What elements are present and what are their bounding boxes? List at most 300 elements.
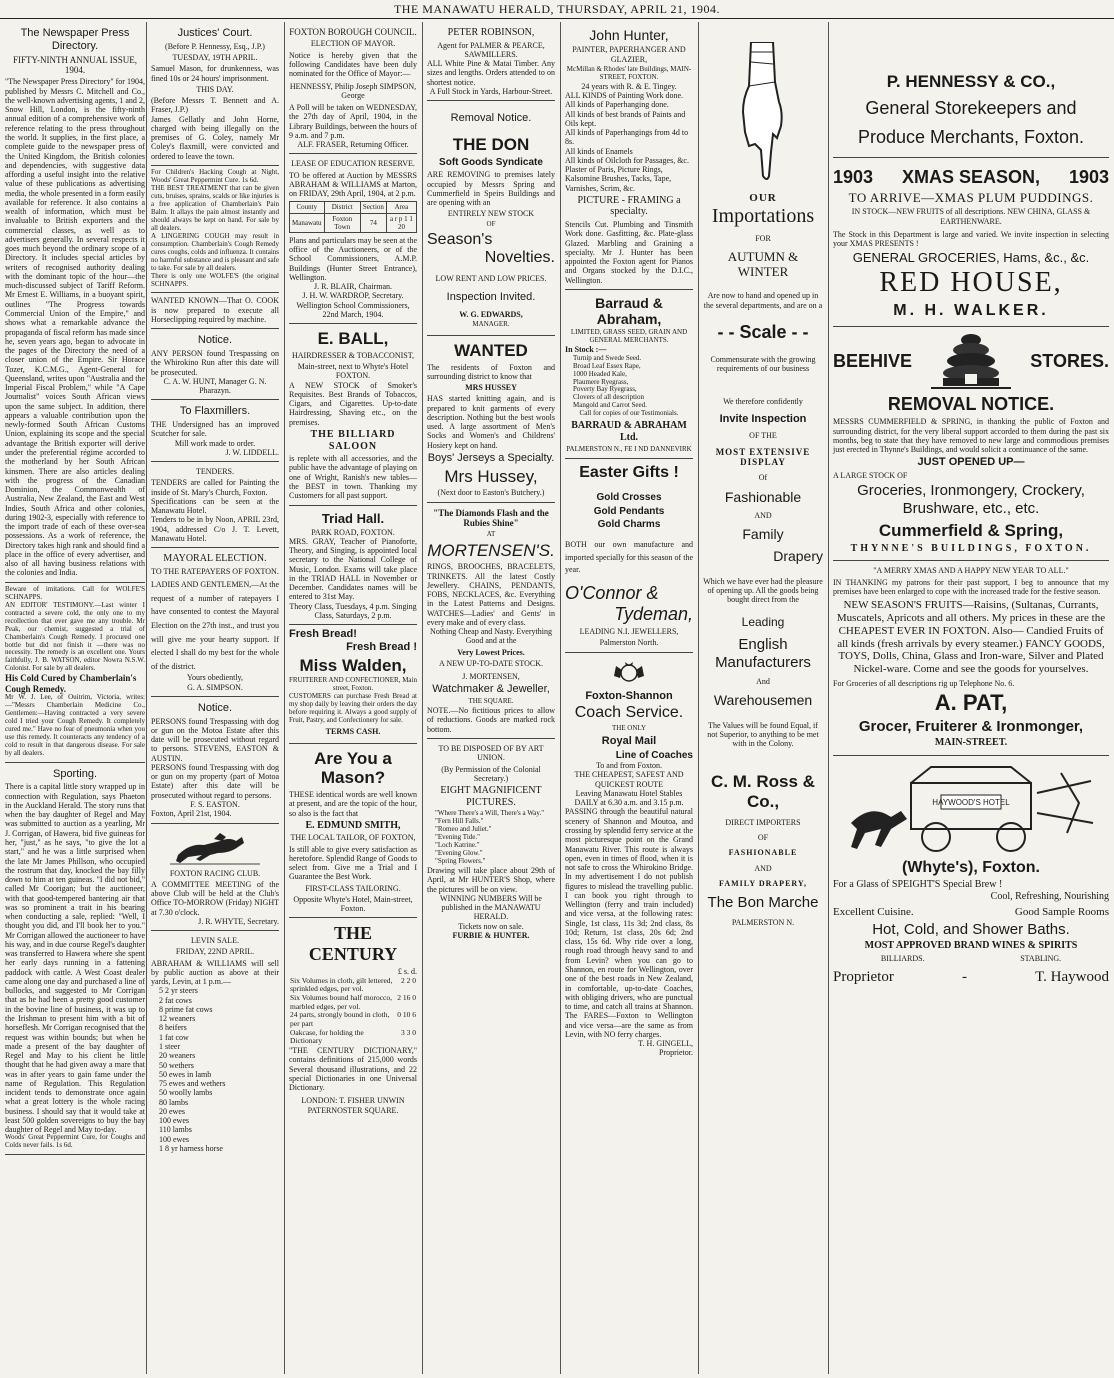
- barraud-name: BARRAUD & ABRAHAM Ltd.: [571, 420, 687, 443]
- list-item: 8 heifers: [159, 1023, 187, 1033]
- robinson-ad: [427, 22, 555, 101]
- proprietor-label: Proprietor: [833, 969, 894, 986]
- mason-heading: Are You a Mason?: [314, 748, 392, 788]
- don-manager: W. G. EDWARDS,: [459, 309, 523, 319]
- list-item: "Fern Hill Falls.": [435, 817, 484, 826]
- hennessy-ad: [833, 22, 1109, 158]
- smith-body: Is still able to give every satisfaction as heretofore. Splendid Range of Goods to select from. Give me a Trial and I Guarantee the Best Work.: [289, 844, 417, 882]
- which-text: Which we have ever had the pleasure of opening up. All the goods being bought direct from the: [703, 576, 823, 605]
- list-item: 2 fat cows: [159, 995, 192, 1005]
- art-union-ad: [427, 739, 555, 944]
- wanted-body: WANTED KNOWN—That O. COOK is now prepared to execute all Horseclipping required by machine.: [151, 296, 279, 324]
- list-item: All kinds of best brands of Paints and Oils kept.: [565, 109, 686, 128]
- hennessy-sub: General Storekeepers and Produce Merchants, Foxton.: [857, 97, 1085, 147]
- list-item: "Spring Flowers.": [435, 857, 486, 866]
- notice-body: ANY PERSON found Trespassing on the Whirokino Run after this date will be prosecuted.: [151, 349, 279, 377]
- coach-body: PASSING through the beautiful natural scenery of Shannon and Moutoa, and crossing by splendid ferry service at the most picturesque point on the Grand Manawatu River. This route is always open, even in times of flood, when it is not safe to cross the Whirokino Bridge. In my advertisement I do not publish figures to mislead the travelling public. I can book you right through to Wellington (ferry and train included) and vice versa, at the following rates: Single, 1st class, 11s 3d; 2nd class, 8s 10d; Return, 1st class, 20s 6d; 2nd class, 15s 6d. Why ride over a long, rough road through heavy sand to and from Levin? when you can go to Shannon, en route for Wellington, over one of the best roads in New Zealand, in comfortable, up-to-date Coaches, with obliging drivers, who are punctual to time, and catch all trains at Shannon. The FARES—Foxton to Wellington and vice versa—are the same as from Levin, with NO ferry charges.: [565, 807, 693, 1039]
- wanted-body: The residents of Foxton and surrounding district to know that: [427, 362, 555, 381]
- list-item: Poverty Bay Ryegrass,: [573, 385, 637, 394]
- barraud-call: Call for copies of our Testimonials.: [579, 409, 679, 418]
- wanted-known-ad: [151, 293, 279, 329]
- levin-list: [151, 986, 279, 1153]
- merry-xmas: "A MERRY XMAS AND A HAPPY NEW YEAR TO ALL.": [873, 566, 1069, 576]
- ball-address: Main-street, next to Whyte's Hotel FOXTON.: [297, 362, 409, 381]
- sample-rooms: Good Sample Rooms: [1014, 906, 1109, 919]
- direct-importers: DIRECT IMPORTERS: [725, 817, 801, 827]
- coach-sub: Coach Service.: [574, 704, 684, 722]
- smith-heading: E. EDMUND SMITH,: [305, 819, 401, 831]
- thynne-buildings: THYNNE'S BUILDINGS, FOXTON.: [850, 542, 1092, 554]
- table-cell: a r p 1 1 20: [386, 213, 416, 232]
- lease-sign: Wellington School Commissioners, 22nd March, 1904.: [296, 300, 410, 319]
- list-item: 20 ewes: [159, 1106, 185, 1116]
- ball-sub: HAIRDRESSER & TOBACCONIST,: [291, 350, 415, 360]
- price-value: 2 2 0: [401, 975, 416, 985]
- cheapest-route: THE CHEAPEST, SAFEST AND QUICKEST ROUTE: [574, 770, 684, 789]
- press-directory-article: [5, 22, 145, 583]
- coach-heading: Foxton-Shannon: [585, 689, 673, 702]
- lease-body: TO be offered at Auction by MESSRS ABRAHAM & WILLIAMS at Marton, on FRIDAY, 29th April, 1904, at 2 p.m.: [289, 170, 417, 199]
- hotel-sign: HAYWOOD'S HOTEL: [932, 797, 1010, 807]
- of-the: OF THE: [749, 431, 777, 441]
- list-item: 80 lambs: [159, 1097, 189, 1107]
- barraud-sub: LIMITED, GRASS SEED, GRAIN AND GENERAL MERCHANTS.: [570, 328, 688, 345]
- list-item: Plaumere Ryegrass,: [573, 377, 629, 386]
- triad-address: PARK ROAD, FOXTON.: [311, 527, 395, 537]
- grocer-title: Grocer, Fruiterer & Ironmonger,: [858, 717, 1084, 735]
- notice-ad: [151, 329, 279, 400]
- walden-body: CUSTOMERS can purchase Fresh Bread at my shop daily by leaving their orders the day before requiring it. Always a good supply of Fruit, Pastry, and Confectionery for sale.: [289, 692, 417, 725]
- for: FOR: [755, 233, 771, 243]
- barraud-heading: Barraud & Abraham,: [595, 294, 663, 328]
- boro-sub: ELECTION OF MAYOR.: [310, 39, 396, 49]
- smith-class: FIRST-CLASS TAILORING.: [305, 883, 401, 893]
- price-item: 24 parts, strongly bound in cloth, per part: [290, 1010, 390, 1028]
- ball-hairdresser-ad: [289, 324, 417, 505]
- diamonds-heading: "The Diamonds Flash and the Rubies Shine": [433, 507, 549, 529]
- court-heading: Justices' Court.: [177, 27, 253, 39]
- mortensen-title: Watchmaker & Jeweller,: [432, 683, 550, 696]
- barraud-stock: In Stock :—: [565, 345, 607, 355]
- coach-illustration-icon: [841, 763, 1101, 855]
- boro-body: Notice is hereby given that the following Candidates have been duly nominated for the Office of Mayor:—: [289, 50, 417, 79]
- hunter-years: 24 years with R. & E. Tingey.: [581, 81, 677, 91]
- barraud-address: PALMERSTON N., FE I ND DANNEVIRK: [566, 444, 692, 453]
- red-house: RED HOUSE,: [879, 267, 1063, 299]
- mortensen-note: NOTE.—No fictitious prices to allow of reductions. Goods are marked rock bottom.: [427, 706, 555, 734]
- list-item: 8 prime fat cows: [159, 1004, 213, 1014]
- price-item: Oakcase, for holding the Dictionary: [290, 1027, 364, 1046]
- pointing-hand-icon: [733, 42, 793, 182]
- proprietor-row: [833, 969, 1109, 986]
- notice-trespass-ad: [151, 697, 279, 824]
- most-extensive: MOST EXTENSIVE DISPLAY: [715, 446, 811, 468]
- leaving-times: Leaving Manawatu Hotel Stables DAILY at 6.30 a.m. and 3.15 p.m.: [574, 788, 684, 808]
- list-item: 1 steer: [159, 1042, 181, 1052]
- hussey-ad: [427, 336, 555, 503]
- stores: STORES.: [1030, 350, 1109, 371]
- list-item: 20 weaners: [159, 1051, 196, 1061]
- don-novelties: Novelties.: [484, 249, 555, 267]
- article-heading: The Newspaper Press Directory.: [20, 27, 130, 52]
- beehive-icon: [931, 330, 1011, 392]
- notice-date: Foxton, April 21st, 1904.: [151, 809, 232, 819]
- royal-mail: Royal Mail: [601, 734, 657, 747]
- mason-body: THESE identical words are well known at present, and are the topic of the hour, so also is the fact that: [289, 789, 417, 818]
- court-body: Samuel Mason, for drunkenness, was fined 10s or 24 hours' imprisonment.: [151, 64, 279, 83]
- mortensen-low: Very Lowest Prices.: [457, 647, 525, 657]
- barraud-list: [565, 355, 693, 411]
- coach-service-ad: [565, 653, 693, 1062]
- ball-heading: E. BALL,: [317, 329, 389, 349]
- robinson-sub: Agent for PALMER & PEARCE,: [437, 40, 545, 50]
- don-low: LOW RENT AND LOW PRICES.: [435, 273, 547, 283]
- flax-sign: J. W. LIDDELL.: [225, 447, 279, 457]
- pat-heading: A. PAT,: [934, 690, 1008, 716]
- list-item: All kinds of Paperhanging done.: [565, 100, 669, 110]
- of: Of: [758, 473, 768, 483]
- billiards: BILLIARDS.: [880, 954, 925, 963]
- drapery: Drapery: [773, 548, 823, 565]
- bon-marche: The Bon Marche: [707, 894, 819, 912]
- coach-only: THE ONLY: [611, 723, 647, 732]
- hussey-heading: MRS HUSSEY: [465, 383, 517, 393]
- main-street: MAIN-STREET.: [934, 736, 1008, 748]
- hotel-features: [833, 906, 1109, 919]
- list-item: All kinds of Oilcloth for Passages, &c.: [565, 155, 689, 165]
- price-item: Six Volumes in cloth, gilt lettered, sprinkled edges, per vol.: [290, 975, 393, 994]
- line-of-coaches: Line of Coaches: [615, 749, 693, 761]
- article-body: "The Newspaper Press Directory" for 1904, published by Messrs C. Mitchell and Co., the well-known advertising agents, 1 and 2, Snow Hill, London, is the fifty-ninth annual edition of a comprehensive work of reference relating to the press throughout the world. It supplies, in the first place, a complete guide to the newspaper press of the United Kingdom, the British colonies and dependencies, with suggestive data affording a useful insight into the relative value of these publications as advertising media, the whole presented in a form easily available for reference. It also contains a wealth of information, which must be invaluable to British exporters and the commercial classes, as well as to advertisers generally. In several respects it goes much beyond the ordinary scope of a Directory. It includes special articles by writers of recognised authority dealing with the dominant topic of the hour—the much-discussed subject of Tariff Reform. Mr Ernest E. Williams, in a buoyant spirit, outlines "The Progress towards Commercial Union of the Empire," and shows what a remarkable advance the propaganda of fiscal reform has made since he, seven years ago, began to advocate in the pages of the Directory the need of a closer union of the Empire. Sir Horace Tozer, K.C.M.G., Agent-General for Queensland, writes upon "Australia and the Imperial Fiscal Problem," while "A Cape Journalist" voices South African views upon the same subject. In addition, there appears a valuable contribution upon the newly-formed South African Customs Union, explaining its scope and the special advantage the British exporter will derive under the preferential régime accorded to the motherland by her South African kinsmen. There are also articles dealing with the progress of the Canadian Dominion, the Commonwealth of Australia, New Zealand, the East and West Indies, South Africa and other colonies, during 1902-3, especially with reference to the import trade of each of these over-sea possessions. As a work of reference, the Directory takes high rank and should find a place in the office of every advertiser, and also of all having business relations with the colonies and India.: [5, 77, 145, 578]
- cuisine: Excellent Cuisine.: [833, 906, 914, 919]
- easter-heading: Easter Gifts !: [579, 463, 679, 481]
- list-item: 1 fat cow: [159, 1032, 189, 1042]
- notice-sign: C. A. W. HUNT, Manager G. N. Pharazyn.: [163, 376, 267, 396]
- gingell: T. H. GINGELL,: [638, 1039, 693, 1049]
- levin-body: ABRAHAM & WILLIAMS will sell by public auction as above at their yards, Levin, at 1 p.m.—: [151, 958, 279, 987]
- speight: For a Glass of SPEIGHT'S Special Brew !: [833, 879, 1003, 891]
- justices-court-report: [151, 22, 279, 166]
- in-stock: IN STOCK—NEW FRUITS of all descriptions. NEW CHINA, GLASS & EARTHENWARE.: [851, 207, 1091, 226]
- racing-body: A COMMITTEE MEETING of the above Club will be held at the Club's Office TO-MORROW (Friday) NIGHT at 7.30 o'clock.: [151, 879, 279, 917]
- plum-puddings: TO ARRIVE—XMAS PLUM PUDDINGS.: [848, 190, 1094, 206]
- hussey-body: HAS started knitting again, and is prepared to knit garments of every description. Nothing but the best wools used. A large assortment of Men's Socks and Women's and Childrens' Hosiery kept on hand.: [427, 394, 555, 450]
- flax-body: THE Undersigned has an improved Scutcher for sale.: [151, 420, 279, 439]
- gold-item: Gold Charms: [597, 519, 661, 531]
- mayoral-close: Yours obediently,: [186, 673, 243, 683]
- court-body: (Before Messrs T. Bennett and A. Fraser, J.P.): [151, 96, 279, 115]
- racing-heading: FOXTON RACING CLUB.: [169, 868, 261, 878]
- list-item: 110 lambs: [159, 1125, 192, 1135]
- lease-table: [289, 201, 417, 232]
- sporting-body: There is a capital little story wrapped up in connection with Regulation, says Phaeton in the Auckland Herald. The story runs that when the bay daughter of Regel and May was submitted to auction as a yearling, Mr J. Corrigan, of Hawera, bid five guineas for her, "just," as he says, "to give the lot a start," and he was a little surprised when the late Mr James Phillson, who occupied the rostrum that day, knocked the bay filly down to him at ten guineas. "I did not bid," called Mr Coorigan; but the auctioneer, with that good-tempered bantering air that was so prominent a trait in his bearing when conducting a sale, replied: "Well, I thought you did, and I'll book her to you." Mr Corrigan allowed the auctioneer to have his way, and in due course Regel's daughter was transferred to Hawera where she spent her early days running in a fattening paddock with cattle. A West Coast dealer came along one day and purchased a line of bullocks, and suggested to Mr Corrigan that as he had been a pretty good customer in the bovine line of business, it was up to the Irishman to present him with a bit of horseflesh. Mr Corrigan recognised that the request was within bounds; but when he made a present of the bay daughter of Regel and May to his client he little thought that he had given away a mare that was in after years to gain fame under the name of Regulation. This Regulation incident tends to demonstrate once again what a great lottery is the whole racing business. I should say that it would take at least 500 golden sovereigns to buy the bay daughter of Regel and May to-day.: [5, 782, 145, 1135]
- pictures-list: [427, 810, 555, 866]
- racing-club-ad: [151, 824, 279, 932]
- list-item: 100 ewes: [159, 1134, 189, 1144]
- boro-sign: ALF. FRASER, Returning Officer.: [297, 140, 409, 150]
- furbie-hunter: FURBIE & HUNTER.: [452, 930, 530, 940]
- drawing-note: Drawing will take place about 29th of April, at Mr HUNTER'S Shop, where the pictures will be on view.: [427, 866, 555, 894]
- century-cols: £ s. d.: [397, 967, 417, 977]
- price-value: 2 16 0: [397, 992, 416, 1002]
- list-item: 5 2 yr steers: [159, 986, 198, 996]
- column-1: [0, 22, 150, 1374]
- leading: Leading: [741, 615, 785, 630]
- to-from: To and from Foxton.: [595, 761, 663, 771]
- column-3: [284, 22, 422, 1374]
- telephone: For Groceries of all descriptions rig up Telephone No. 6.: [833, 678, 1015, 688]
- court-body: James Gellatly and John Horne, charged with being illegally on the premises of G. Coley, namely Mr Coley's flaxmill, were convicted and ordered to leave the town.: [151, 114, 279, 161]
- hussey-address: (Next door to Easton's Butchery.): [437, 488, 545, 498]
- crest-icon: [612, 660, 646, 686]
- list-item: ALL KINDS of Painting Work done.: [565, 90, 684, 100]
- warehousemen: Warehousemen: [713, 692, 813, 709]
- wanted-heading: WANTED: [454, 340, 528, 360]
- list-item: 50 woolly lambs: [159, 1088, 213, 1098]
- table-cell: Foxton Town: [324, 213, 360, 232]
- oconnor-heading: O'Connor &: [565, 583, 659, 604]
- xmas-heading: [833, 167, 1109, 188]
- at: AT: [486, 529, 496, 538]
- smith-sub: THE LOCAL TAILOR, OF FOXTON,: [290, 833, 416, 843]
- sporting-heading: Sporting.: [52, 767, 98, 780]
- removal-body: MESSRS CUMMERFIELD & SPRING, in thanking the public of Foxton and surrounding district, for the very liberal support accorded to them during the past six months, beg to state that they have removed to new large and commodious premises just erected in Thynne's Buildings, and would solicit a continuance of the same.: [833, 417, 1109, 455]
- don-stock: ENTIRELY NEW STOCK: [447, 209, 535, 219]
- table-cell: Manawatu: [290, 213, 325, 232]
- don-sub: Soft Goods Syndicate: [439, 156, 543, 168]
- oconnor-body: BOTH our own manufacture and imported specially for this season of the year.: [565, 539, 693, 575]
- mortensen-body: RINGS, BROOCHES, BRACELETS, TRINKETS. All the latest Costly Jewellery. CHAINS, PENDANTS, FOBS, NECKLACES, &c. Everything in the Latest Patterns and Designs. WATCHES—Ladies' and Gents' in every make and of every class.: [427, 562, 555, 627]
- and-3: AND: [754, 863, 772, 873]
- smith-address: Opposite Whyte's Hotel, Main-street, Foxton.: [293, 894, 413, 914]
- court-thisday: THIS DAY.: [196, 84, 234, 94]
- levin-sale-ad: [151, 931, 279, 1157]
- treatment-note: THE BEST TREATMENT that can be given cuts, bruises, sprains, scalds or like injuries is a free application of Chamberlain's Pain Balm. It allays the pain almost instantly and should always be kept on hand. For sale by all dealers.: [151, 183, 279, 232]
- hennessy-heading: P. HENNESSY & CO.,: [886, 72, 1056, 91]
- don-season: Season's: [427, 230, 493, 248]
- proprietor-dash: -: [961, 969, 967, 986]
- boro-poll: A Poll will be taken on WEDNESDAY, the 27th day of April, 1904, in the Library Buildings, between the hours of 9 a.m. and 7 p.m.: [289, 103, 417, 140]
- stabling: STABLING.: [1020, 954, 1062, 963]
- boro-candidates: HENNESSY, Philip Joseph SIMPSON, George: [289, 81, 417, 100]
- groceries-ironmongery: Groceries, Ironmongery, Crockery, Brushware, etc., etc.: [857, 482, 1085, 517]
- large-stock: A LARGE STOCK OF: [833, 471, 908, 481]
- robinson-heading: PETER ROBINSON,: [447, 27, 535, 38]
- notice-body: PERSONS found Trespassing with dog or gun on the Motoa Estate after this date will be prosecuted without regard to persons. STEVENS, EASTON & AUSTIN.: [151, 716, 279, 763]
- mortensen-cheap: Nothing Cheap and Nasty. Everything Good and at the: [430, 627, 552, 646]
- cool-refreshing: Cool, Refreshing, Nourishing: [990, 890, 1109, 902]
- baths: Hot, Cold, and Shower Baths.: [872, 921, 1070, 939]
- list-item: 12 weaners: [159, 1014, 196, 1024]
- triad-classes: Theory Class, Tuesdays, 4 p.m. Singing Class, Saturdays, 2 p.m.: [289, 601, 417, 620]
- price-item: Six Volumes bound half morocco, marbled edges, per vol.: [290, 992, 393, 1011]
- family: Family: [742, 526, 784, 543]
- table-row: [289, 994, 417, 1011]
- notice-body-2: PERSONS found Trespassing with dog or gun on my property (part of Motoa Estate) after this date will be prosecuted without regard to persons.: [151, 762, 279, 800]
- beehive-row: [833, 330, 1109, 392]
- lease-ad: [289, 154, 417, 324]
- xmas-title: XMAS SEASON,: [901, 167, 1041, 188]
- list-item: All kinds of Enamels: [565, 146, 633, 156]
- english-manufacturers: English Manufacturers: [715, 636, 811, 671]
- proprietor-name: T. Haywood: [1035, 969, 1109, 986]
- century-heading: THE CENTURY: [308, 923, 398, 965]
- scale: - - Scale - -: [717, 321, 809, 342]
- beehive-stores-ad: [833, 327, 1109, 561]
- hunter-body: Stencils Cut. Plumbing and Tinsmith Work done. Gasfitting, &c. Plate-glass Glazed. Marbling and Graining a specialty. Mr J. Hunter has been appointed the Foxton agent for Pianos and Organs stocked by the D.I.C., Wellington.: [565, 220, 693, 285]
- column-6: [698, 22, 828, 1374]
- mortensen-ad: [427, 503, 555, 739]
- racehorse-icon: [170, 831, 260, 865]
- court-sub: (Before P. Hennessy, Esq., J.P.): [165, 41, 265, 51]
- list-item: 100 ewes: [159, 1116, 189, 1126]
- editor-testimony: AN EDITOR' TESTIMONY.—Last winter I contracted a severe cold, the only one to my recollection that ever gave me any trouble. Mr Peak, our chemist, suggested a trial of Chamberlain's Cough Remedy. I procured one bottle but did not finish it —there was no necessity. The remedy is an excellent one. Yours faithfully, J. B. WATSON, editor Nowra N.S.W. Colonist. For sale by all dealers.: [5, 600, 145, 673]
- wines: MOST APPROVED BRAND WINES & SPIRITS: [864, 940, 1078, 952]
- stock-body: The Stock in this Department is large and varied. We invite inspection in selecting your XMAS PRESENTS !: [833, 229, 1109, 249]
- table-header: County: [290, 202, 325, 213]
- commensurate: Commensurate with the growing requirements of our business: [710, 354, 816, 374]
- billiard-heading: THE BILLIARD SALOON: [310, 428, 396, 452]
- flaxmillers-ad: [151, 400, 279, 462]
- lease-heading: LEASE OF EDUCATION RESERVE.: [291, 159, 415, 169]
- list-item: 50 wethers: [159, 1060, 194, 1070]
- cough-body: Mr W. J. Lee, of Ouitrim, Victoria, writes:—"Messrs Chamberlain Medicine Co., Gentlemen:—Having contracted a very severe cold I tried your Cough Remedy. It completely cured me." Have no fear of pneumonia when you use this remedy. It counteracts any tendency of a cold to result in that dangerous disease. For sale by all dealers.: [5, 692, 145, 757]
- peppermint-note: Woods' Great Peppermint Cure, for Coughs and Colds never fails. 1s 6d.: [5, 1133, 145, 1150]
- tenders-body: TENDERS are called for Painting the inside of St. Mary's Church, Foxton.: [151, 478, 279, 497]
- levin-date: FRIDAY, 22ND APRIL.: [175, 947, 255, 957]
- boys-jerseys: Boys' Jerseys a Specialty.: [427, 452, 555, 464]
- xmas-year: 1903: [1068, 167, 1109, 188]
- cummerfield: Cummerfield & Spring,: [878, 521, 1064, 541]
- price-value: 3 3 0: [401, 1027, 416, 1037]
- flax-heading: To Flaxmillers.: [179, 405, 251, 418]
- art-union-permission: (By Permission of the Colonial Secretary.): [441, 764, 541, 783]
- are-now: Are now to hand and opened up in the several departments, and are on a: [703, 291, 823, 310]
- mayoral-election-ad: [151, 548, 279, 697]
- price-value: 0 10 6: [397, 1010, 416, 1020]
- mortensen-heading: MORTENSEN'S.: [427, 540, 555, 560]
- hunter-sub-2: McMillan & Rhodes' late Buildings, MAIN-STREET, FOXTON.: [566, 64, 692, 81]
- table-header: District: [324, 202, 360, 213]
- triad-body: MRS. GRAY, Teacher of Pianoforte, Theory, and Singing, is appointed local secretary to the National College of Music, London. Exams will take place in the TRIAD HALL in November or December. Candidates names will be entered to 31st May.: [289, 536, 417, 602]
- tenders-ad: [151, 462, 279, 548]
- table-row: [289, 977, 417, 994]
- notice-heading: Notice.: [197, 701, 233, 714]
- gold-item: Gold Crosses: [596, 492, 662, 504]
- column-2: [146, 22, 284, 1374]
- values-note: The Values will be found Equal, if not Superior, to anything to be met with in the Colony.: [707, 720, 819, 749]
- list-item: 50 ewes in lamb: [159, 1069, 212, 1079]
- haywood-hotel-ad: [833, 756, 1109, 991]
- table-header: Section: [360, 202, 386, 213]
- tenders-body-3: Tenders to be in by Noon, APRIL 23rd, 1904, addressed C/o J. T. Levett, Manawatu Hotel.: [151, 515, 279, 544]
- mortensen-new: A NEW UP-TO-DATE STOCK.: [438, 658, 543, 668]
- don-syndicate-ad: [427, 101, 555, 336]
- triad-hall-ad: [289, 506, 417, 626]
- fashionable: Fashionable: [724, 488, 802, 505]
- article-subheading: FIFTY-NINTH ANNUAL ISSUE, 1904.: [13, 54, 137, 75]
- notice-sign: F. S. EASTON.: [190, 799, 240, 809]
- triad-heading: Triad Hall.: [321, 510, 385, 526]
- cough-remedy-ads: [5, 583, 145, 763]
- racing-sign: J. R. WHYTE, Secretary.: [198, 916, 279, 926]
- century-prices: [289, 977, 417, 1047]
- list-item: "Romeo and Juliet.": [435, 825, 492, 834]
- robinson-body-2: A Full Stock in Yards, Harbour-Street.: [429, 86, 553, 96]
- tailor-ad: [289, 744, 417, 919]
- bread-heading: Fresh Bread!: [289, 628, 357, 641]
- billiards-stabling: [833, 954, 1109, 963]
- hunter-sub: PAINTER, PAPERHANGER AND GLAZIER,: [572, 45, 686, 64]
- groceries: GENERAL GROCERIES, Hams, &c., &c.: [852, 250, 1090, 266]
- easter-gifts-ad: [565, 459, 693, 653]
- robinson-body: ALL White Pine & Matai Timber. Any sizes and lengths. Orders attended to on shortest notice.: [427, 59, 555, 87]
- mortensen-name: J. MORTENSEN,: [462, 672, 520, 682]
- whytes-foxton: (Whyte's), Foxton.: [901, 858, 1040, 876]
- court-date: TUESDAY, 19TH APRIL.: [172, 53, 258, 63]
- walden-ad: [289, 625, 417, 743]
- column-4: [422, 22, 560, 1374]
- mortensen-address: THE SQUARE.: [468, 697, 514, 706]
- tydeman-heading: Tydeman,: [614, 604, 693, 625]
- century-foot: LONDON: T. FISHER UNWIN PATERNOSTER SQUARE.: [301, 1096, 405, 1115]
- just-opened: JUST OPENED UP—: [917, 456, 1025, 469]
- table-header: Area: [386, 202, 416, 213]
- lingering-note: A LINGERING COUGH may result in consumption. Chamberlain's Cough Remedy cures coughs, colds and influenza. It contains no harmful substance and is pleasant and safe to take. For sale by all dealers.: [151, 231, 279, 272]
- beehive: BEEHIVE: [833, 350, 913, 371]
- palmerston: Palmerston North.: [599, 638, 659, 648]
- century-body: "THE CENTURY DICTIONARY," contains definitions of 215,000 words Several thousand illustrations, and 22 special Dictionaries in one Universal Dictionary.: [289, 1046, 417, 1093]
- list-item: Mangold and Carrot Seed.: [573, 401, 647, 410]
- tenders-heading: TENDERS.: [196, 467, 234, 477]
- notice-heading: Notice.: [197, 334, 233, 347]
- ross-heading: C. M. Ross & Co.,: [711, 772, 815, 812]
- list-item: 1000 Headed Kale,: [573, 369, 627, 378]
- list-item: 75 ewes and wethers: [159, 1079, 226, 1089]
- hussey-name: Mrs Hussey,: [444, 466, 538, 486]
- walden-heading: Miss Walden,: [299, 655, 407, 675]
- list-item: Clovers of all description: [573, 393, 644, 402]
- family-drapery: FAMILY DRAPERY,: [719, 878, 807, 888]
- tickets: Tickets now on sale.: [458, 921, 524, 931]
- table-row: [289, 1011, 417, 1028]
- ball-body: A NEW STOCK of Smoker's Requisites. Best Brands of Tobaccos, Cigars, and Cigarettes. Up-to-date Hairdressing, Shaving etc., on the premises.: [289, 380, 417, 427]
- lease-sign: J. H. W. WARDROP, Secretary.: [302, 291, 404, 301]
- lease-sign: J. R. BLAIR, Chairman.: [314, 282, 392, 292]
- hunter-heading: John Hunter,: [589, 27, 669, 43]
- schnapps-note: There is only one WOLFE'S (the original SCHNAPPS.: [151, 271, 279, 288]
- don-heading: THE DON: [452, 134, 530, 154]
- xmas-year: 1903: [833, 167, 874, 188]
- list-item: "Where There's a Will, There's a Way.": [435, 809, 545, 818]
- hunter-ad: [565, 22, 693, 290]
- remedy-notes: [151, 166, 279, 294]
- bread-heading: Fresh Bread !: [346, 640, 417, 653]
- list-item: Plaster of Paris, Picture Rings, Kalsomine Brushes, Tacks, Tape, Varnishes, Scrim, &c.: [565, 165, 672, 193]
- flax-body-2: Mill work made to order.: [174, 438, 256, 448]
- cough-heading: His Cold Cured by Chamberlain's Cough Remedy.: [5, 673, 137, 694]
- lease-body-2: Plans and particulars may be seen at the office of the Auctioneers, or of the School Commissioners, A.M.P. Buildings (Hunter Street Entrance), Wellington.: [289, 235, 417, 282]
- boro-heading: FOXTON BOROUGH COUNCIL.: [289, 27, 417, 37]
- walker: M. H. WALKER.: [893, 301, 1049, 319]
- winning-numbers: WINNING NUMBERS Will be published in the MANAWATU HERALD.: [440, 893, 542, 922]
- gold-item: Gold Pendants: [593, 505, 665, 517]
- we-confidently: We therefore confidently: [723, 397, 803, 407]
- xmas-season-ad: [833, 158, 1109, 327]
- sporting-article: [5, 763, 145, 1156]
- list-item: "Evening Glow.": [435, 849, 483, 858]
- borough-election-ad: [289, 22, 417, 154]
